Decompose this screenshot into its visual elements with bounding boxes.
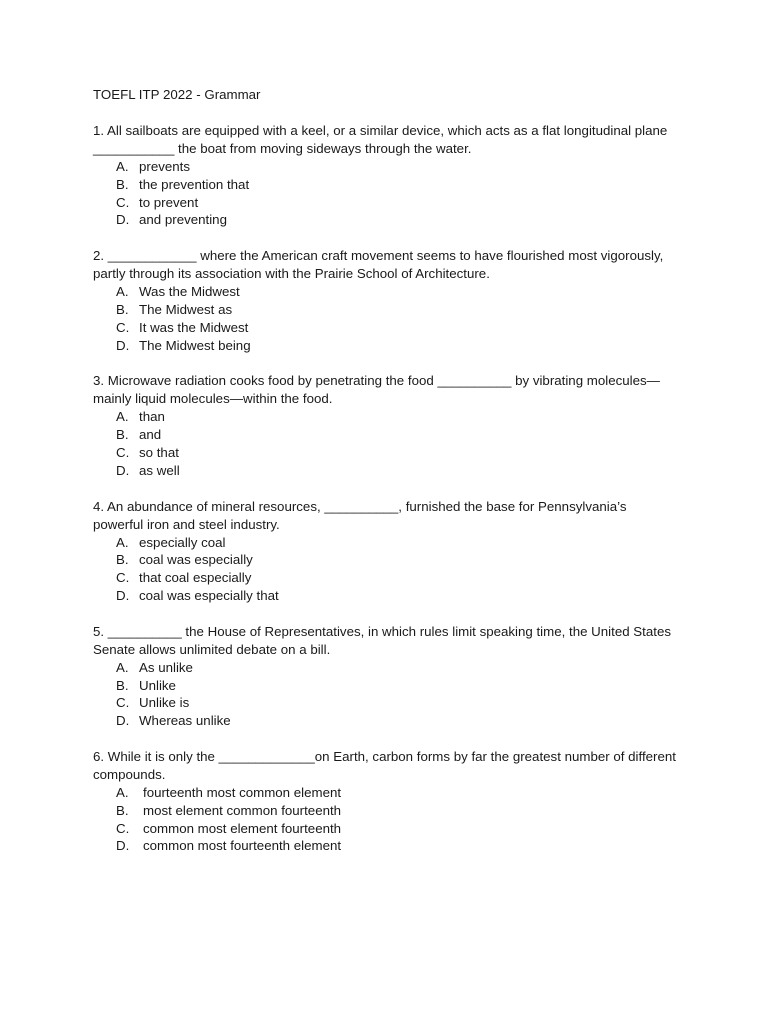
option-letter: A.	[116, 159, 129, 174]
option-letter: D.	[116, 587, 130, 603]
option-letter: A.	[116, 409, 129, 425]
option-a	[93, 283, 678, 301]
option-letter: A.	[116, 659, 129, 675]
option-text: than	[139, 409, 165, 425]
option-text: Whereas unlike	[139, 713, 231, 729]
option-letter: C.	[116, 695, 130, 711]
option-a	[93, 158, 678, 176]
option-b	[93, 802, 678, 820]
document-page	[93, 86, 678, 855]
option-letter: C.	[116, 820, 130, 836]
option-letter: D.	[116, 713, 130, 729]
option-b	[93, 301, 678, 319]
option-letter: D.	[116, 838, 130, 854]
option-c	[93, 569, 678, 587]
option-text: to prevent	[139, 194, 199, 210]
option-text: prevents	[139, 159, 190, 174]
option-list	[93, 534, 678, 605]
question-stem: 5. __________ the House of Representatives, in which rules limit speaking time, the United States Senate allows unlimited debate on a bill.	[93, 623, 672, 657]
option-d	[93, 712, 678, 730]
option-d	[93, 211, 678, 229]
option-list	[93, 408, 678, 479]
question-2	[93, 247, 678, 354]
option-d	[93, 462, 678, 480]
option-c	[93, 694, 678, 712]
option-list	[93, 283, 678, 354]
option-text: as well	[139, 462, 180, 478]
option-text: common most element fourteenth	[143, 820, 342, 836]
question-stem: 2. ____________ where the American craft movement seems to have flourished most vigorously, partly through its association with the Prairie School of Architecture.	[93, 248, 664, 282]
option-a	[93, 534, 678, 552]
option-letter: D.	[116, 462, 130, 478]
option-letter: B.	[116, 802, 129, 818]
option-text: The Midwest as	[139, 301, 233, 317]
option-text: especially coal	[139, 534, 226, 550]
option-b	[93, 426, 678, 444]
option-letter: C.	[116, 319, 130, 335]
question-5	[93, 623, 678, 730]
option-letter: C.	[116, 570, 130, 586]
option-letter: D.	[116, 337, 130, 353]
question-stem: 6. While it is only the _____________on Earth, carbon forms by far the greatest number of different compounds.	[93, 748, 676, 782]
option-text: coal was especially that	[139, 587, 279, 603]
question-stem: 1. All sailboats are equipped with a keel, or a similar device, which acts as a flat longitudinal plane ___________ the boat from moving sideways through the water.	[93, 123, 668, 156]
option-letter: B.	[116, 427, 129, 443]
option-text: coal was especially	[139, 552, 253, 568]
question-stem: 4. An abundance of mineral resources, __________, furnished the base for Pennsylvania’s powerful iron and steel industry.	[93, 498, 627, 532]
option-b	[93, 677, 678, 695]
question-stem: 3. Microwave radiation cooks food by penetrating the food __________ by vibrating molecules—mainly liquid molecules—within the food.	[93, 373, 660, 407]
question-1	[93, 122, 678, 229]
option-c	[93, 444, 678, 462]
option-letter: A.	[116, 284, 129, 300]
option-letter: A.	[116, 534, 129, 550]
option-c	[93, 820, 678, 838]
option-text: The Midwest being	[139, 337, 251, 353]
option-letter: C.	[116, 444, 130, 460]
option-text: Unlike	[139, 677, 176, 693]
option-d	[93, 337, 678, 355]
option-letter: B.	[116, 552, 129, 568]
option-text: that coal especially	[139, 570, 252, 586]
option-d	[93, 587, 678, 605]
question-4	[93, 498, 678, 605]
question-3	[93, 372, 678, 479]
option-letter: B.	[116, 301, 129, 317]
document-title: TOEFL ITP 2022 - Grammar	[93, 87, 261, 102]
option-text: so that	[139, 444, 179, 460]
option-text: Unlike is	[139, 695, 190, 711]
option-text: and	[139, 427, 162, 443]
option-list	[93, 158, 678, 229]
option-letter: B.	[116, 176, 129, 192]
option-text: the prevention that	[139, 176, 250, 192]
question-6	[93, 748, 678, 855]
option-letter: C.	[116, 194, 130, 210]
option-c	[93, 194, 678, 212]
option-letter: A.	[116, 784, 129, 800]
option-text: most element common fourteenth	[143, 802, 342, 818]
option-text: Was the Midwest	[139, 284, 240, 300]
option-text: It was the Midwest	[139, 319, 249, 335]
option-letter: D.	[116, 212, 130, 228]
option-b	[93, 551, 678, 569]
option-c	[93, 319, 678, 337]
option-letter: B.	[116, 677, 129, 693]
option-a	[93, 408, 678, 426]
option-text: fourteenth most common element	[143, 784, 342, 800]
option-text: common most fourteenth element	[143, 838, 342, 854]
option-list	[93, 784, 678, 855]
option-a	[93, 784, 678, 802]
option-a	[93, 659, 678, 677]
option-b	[93, 176, 678, 194]
option-text: As unlike	[139, 659, 193, 675]
option-list	[93, 659, 678, 730]
option-d	[93, 837, 678, 855]
option-text: and preventing	[139, 212, 227, 228]
